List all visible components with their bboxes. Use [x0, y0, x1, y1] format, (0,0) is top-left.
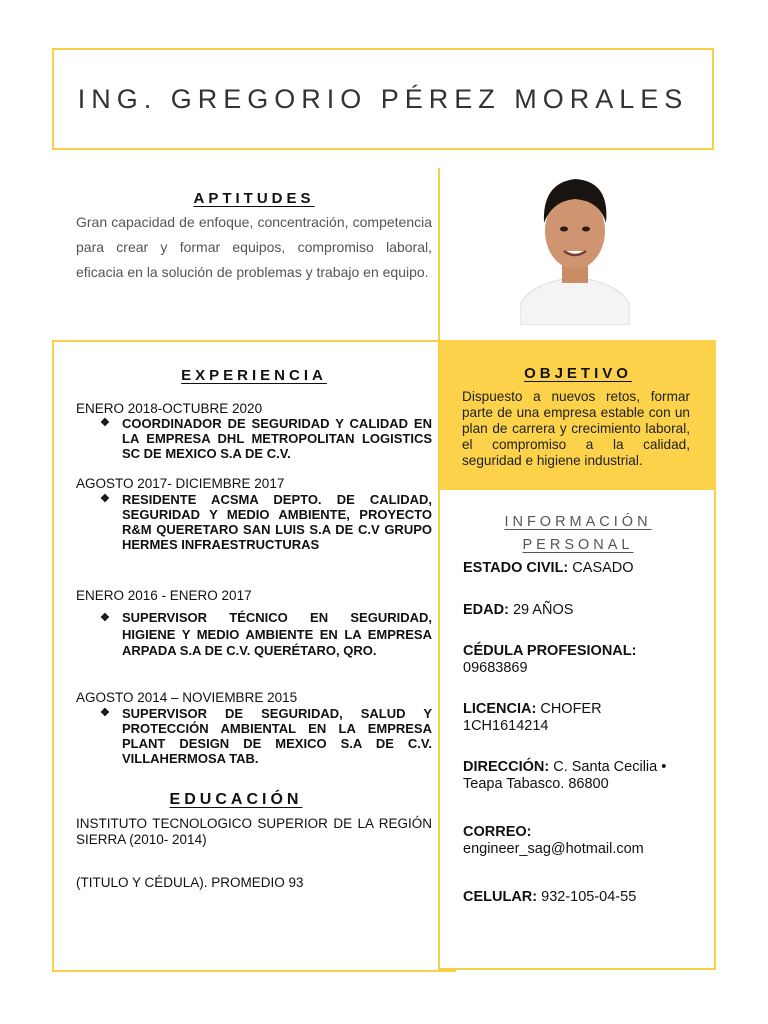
experiencia-title: EXPERIENCIA	[181, 367, 327, 384]
divider-line	[440, 968, 716, 970]
field-value: CASADO	[572, 560, 634, 576]
field-label: ESTADO CIVIL:	[463, 560, 569, 576]
objetivo-title: OBJETIVO	[524, 365, 632, 382]
estado-civil-row	[463, 560, 713, 577]
divider-line	[52, 970, 456, 972]
field-label: CELULAR:	[463, 889, 538, 905]
diamond-bullet-icon: ❖	[100, 493, 110, 505]
correo-row	[463, 824, 713, 858]
divider-line	[52, 340, 54, 972]
experience-role: ❖ SUPERVISOR DE SEGURIDAD, SALUD Y PROTECCIÓN AMBIENTAL EN LA EMPRESA PLANT DESIGN DE MEXICO S.A DE C.V. VILLAHERMOSA TAB.	[100, 706, 432, 766]
info-title-line2: PERSONAL	[522, 537, 634, 553]
educacion-title: EDUCACIÓN	[169, 791, 303, 808]
field-label: CÉDULA PROFESIONAL:	[463, 643, 637, 659]
diamond-bullet-icon: ❖	[100, 707, 110, 719]
aptitudes-title: APTITUDES	[193, 190, 315, 207]
profile-photo	[520, 165, 630, 325]
experience-date: AGOSTO 2014 – NOVIEMBRE 2015	[76, 690, 298, 705]
field-value: 09683869	[463, 660, 528, 676]
field-label: DIRECCIÓN:	[463, 759, 550, 775]
field-label: CORREO:	[463, 824, 532, 840]
email-link[interactable]: engineer_sag@hotmail.com	[463, 841, 644, 857]
phone-value: 932-105-04-55	[541, 889, 637, 905]
experience-date: ENERO 2016 - ENERO 2017	[76, 588, 252, 603]
field-value: Teapa Tabasco. 86800	[463, 776, 609, 792]
experience-date: ENERO 2018-OCTUBRE 2020	[76, 401, 263, 416]
edad-row	[463, 602, 713, 619]
experience-role: ❖ RESIDENTE ACSMA DEPTO. DE CALIDAD, SEGURIDAD Y MEDIO AMBIENTE, PROYECTO R&M QUERETARO SAN LUIS S.A DE C.V GRUPO HERMES INFRAESTRUCTURAS	[100, 492, 432, 552]
diamond-bullet-icon: ❖	[100, 417, 110, 429]
info-title-line1: INFORMACIÓN	[504, 514, 652, 530]
education-note: (TITULO Y CÉDULA). PROMEDIO 93	[76, 875, 304, 890]
experience-role: ❖ COORDINADOR DE SEGURIDAD Y CALIDAD EN LA EMPRESA DHL METROPOLITAN LOGISTICS SC DE MEXICO S.A DE C.V.	[100, 416, 432, 461]
celular-row	[463, 889, 713, 906]
direccion-row	[463, 759, 713, 793]
field-label: EDAD:	[463, 602, 509, 618]
aptitudes-text: Gran capacidad de enfoque, concentración, competencia para crear y formar equipos, compromiso laboral, eficacia en la solución de problemas y trabajo en equipo.	[76, 214, 432, 280]
field-value: C. Santa Cecilia •	[553, 759, 667, 775]
education-institution: INSTITUTO TECNOLOGICO SUPERIOR DE LA REGIÓN SIERRA (2010- 2014)	[76, 816, 432, 847]
field-value: CHOFER	[540, 701, 602, 717]
cedula-row	[463, 643, 713, 677]
licencia-row	[463, 701, 713, 735]
diamond-bullet-icon: ❖	[100, 612, 110, 624]
divider-line	[714, 490, 716, 970]
experience-date: AGOSTO 2017- DICIEMBRE 2017	[76, 476, 285, 491]
divider-line	[438, 168, 440, 340]
field-value: 1CH1614214	[463, 718, 549, 734]
divider-line	[52, 340, 440, 342]
field-value: 29 AÑOS	[512, 602, 574, 618]
field-label: LICENCIA:	[463, 701, 537, 717]
candidate-name: ING. GREGORIO PÉREZ MORALES	[77, 84, 689, 114]
experience-role: ❖ SUPERVISOR TÉCNICO EN SEGURIDAD, HIGIENE Y MEDIO AMBIENTE EN LA EMPRESA ARPADA S.A DE C.V. QUERÉTARO, QRO.	[100, 610, 432, 658]
name-header-box	[52, 48, 714, 150]
objetivo-text: Dispuesto a nuevos retos, formar parte de una empresa estable con un plan de carrera y crecimiento laboral, el compromiso a la calidad, seguridad e higiene industrial.	[462, 389, 690, 468]
